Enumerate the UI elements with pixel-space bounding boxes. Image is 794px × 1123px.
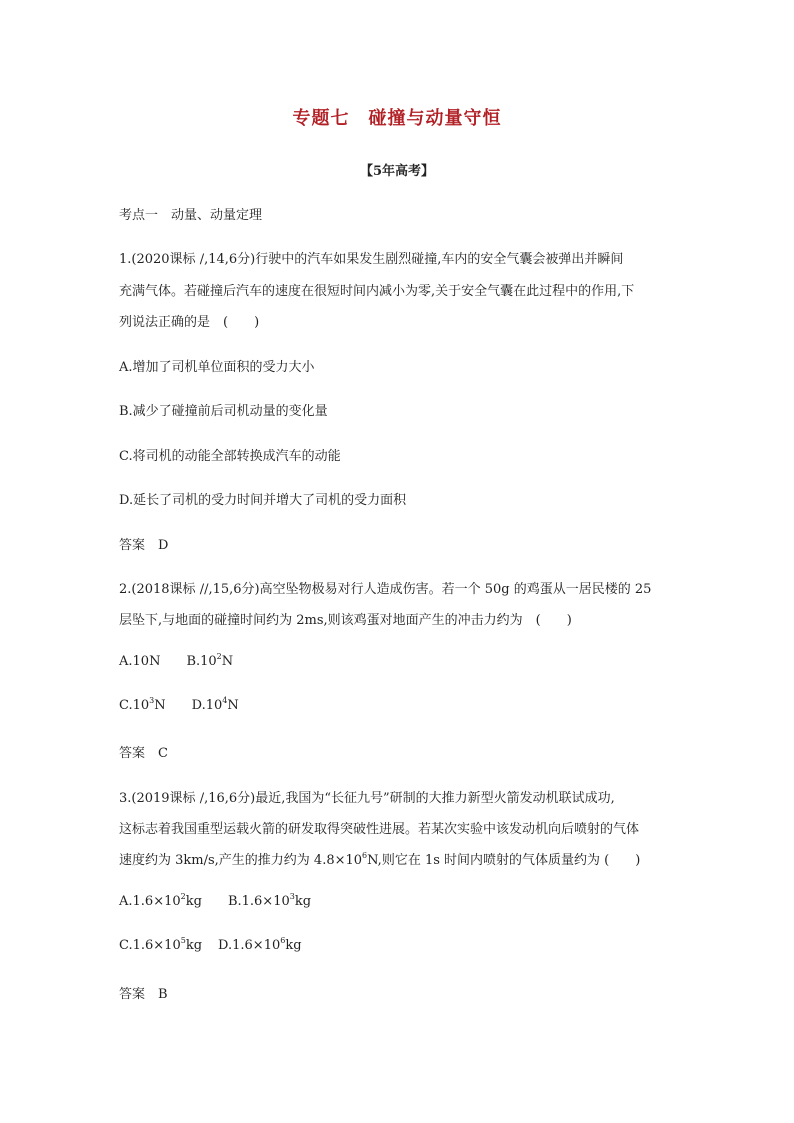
q3-stem-line1: 3.(2019课标 /,16,6分)最近,我国为“长征九号”研制的大推力新型火箭发动机联试成功, [119,791,615,806]
q2-options-row1 [119,654,233,669]
q3-option-a: $A.1.6\times 10^2kg$ [119,892,202,909]
q1-option-c: C.将司机的动能全部转换成汽车的动能 [119,449,341,464]
q2-option-b: $B.10^2N$ [186,652,234,669]
q3-option-c: $C.1.6\times 10^5kg$ [119,936,203,953]
q2-answer: 答案 C [119,746,168,761]
q3-stem-line3: 速度约为 3km/s,产生的推力约为 $4.8\times 10^6N$,则它在 1s 时间内喷射的气体质量约为 ( ) [119,851,641,868]
q2-option-a: A.10N [119,654,161,669]
page-title: 专题七 碰撞与动量守恒 [292,108,502,129]
q3-options-row1 [119,894,311,909]
q1-option-d: D.延长了司机的受力时间并增大了司机的受力面积 [119,493,407,508]
topic-heading: 考点一 动量、动量定理 [119,208,263,223]
q2-option-d: $D.10^4N$ [191,696,239,713]
q3-options-row2 [119,938,302,953]
q3-option-b: $B.1.6\times 10^3kg$ [227,892,312,909]
q3-option-d: $D.1.6\times 10^6kg$ [218,936,302,953]
q2-options-row2 [119,698,239,713]
q3-stem-line2: 这标志着我国重型运载火箭的研发取得突破性进展。若某次实验中该发动机向后喷射的气体 [119,822,640,837]
q1-option-a: A.增加了司机单位面积的受力大小 [119,360,315,375]
q1-answer: 答案 D [119,538,169,553]
q1-option-b: B.减少了碰撞前后司机动量的变化量 [119,404,328,419]
q3-answer: 答案 B [119,987,168,1002]
q1-stem-line2: 充满气体。若碰撞后汽车的速度在很短时间内减小为零,关于安全气囊在此过程中的作用,下 [119,284,635,299]
q2-option-c: $C.10^3N$ [119,696,166,713]
q1-stem-line1: 1.(2020课标 /,14,6分)行驶中的汽车如果发生剧烈碰撞,车内的安全气囊会被弹出并瞬间 [119,252,624,267]
section-subtitle: 【5年高考】 [359,164,435,179]
q2-stem-line1: 2.(2018课标 //,15,6分)高空坠物极易对行人造成伤害。若一个 50g 的鸡蛋从一居民楼的 25 [119,582,652,597]
q1-stem-line3: 列说法正确的是 ( ) [119,315,260,330]
q2-stem-line2: 层坠下,与地面的碰撞时间约为 2ms,则该鸡蛋对地面产生的冲击力约为 ( ) [119,613,572,628]
